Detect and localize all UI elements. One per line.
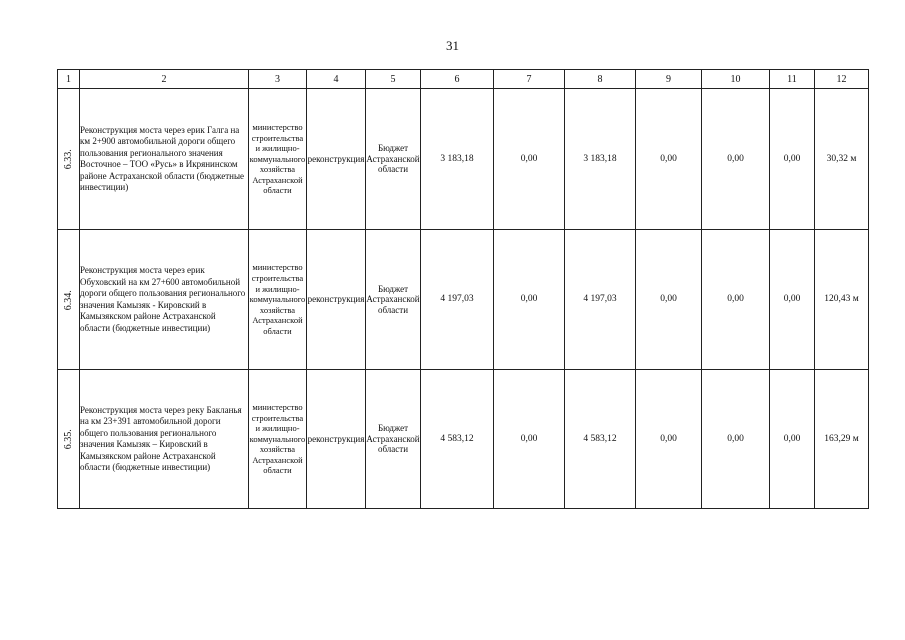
project-description: Реконструкция моста через ерик Обуховский на км 27+600 автомобильной дороги общего пользования регионального значения Камызяк - Кировский в Камызякском районе Астраханской области (бюджетные инвестиции) [80, 230, 249, 370]
col-header-7: 7 [494, 70, 565, 89]
value-col-6: 4 197,03 [421, 230, 494, 370]
value-col-10: 0,00 [702, 89, 770, 230]
row-number: 6.35. [58, 370, 80, 509]
col-header-2: 2 [80, 70, 249, 89]
header-row [58, 70, 869, 89]
responsible-organization: министерство строительства и жилищно-коммунального хозяйства Астраханской области [249, 230, 307, 370]
investment-table [57, 69, 869, 509]
bridge-length: 30,32 м [815, 89, 869, 230]
value-col-9: 0,00 [636, 89, 702, 230]
project-description: Реконструкция моста через ерик Галга на км 2+900 автомобильной дороги общего пользования регионального значения Восточное – ТОО «Русь» в Икрянинском районе Астраханской области (бюджетные инвестиции) [80, 89, 249, 230]
value-col-7: 0,00 [494, 89, 565, 230]
value-col-10: 0,00 [702, 230, 770, 370]
col-header-12: 12 [815, 70, 869, 89]
responsible-organization: министерство строительства и жилищно-коммунального хозяйства Астраханской области [249, 89, 307, 230]
responsible-organization: министерство строительства и жилищно-коммунального хозяйства Астраханской области [249, 370, 307, 509]
table-row [58, 230, 869, 370]
col-header-3: 3 [249, 70, 307, 89]
value-col-11: 0,00 [770, 370, 815, 509]
value-col-11: 0,00 [770, 89, 815, 230]
bridge-length: 163,29 м [815, 370, 869, 509]
project-description: Реконструкция моста через реку Бакланья на км 23+391 автомобильной дороги общего пользования регионального значения Камызяк – Кировский в Камызякском районе Астраханской области (бюджетные инвестиции) [80, 370, 249, 509]
col-header-1: 1 [58, 70, 80, 89]
funding-source: Бюджет Астраханской области [366, 89, 421, 230]
value-col-8: 4 197,03 [565, 230, 636, 370]
work-type: реконструкция [307, 89, 366, 230]
col-header-5: 5 [366, 70, 421, 89]
funding-source: Бюджет Астраханской области [366, 370, 421, 509]
work-type: реконструкция [307, 230, 366, 370]
table-row [58, 370, 869, 509]
col-header-8: 8 [565, 70, 636, 89]
work-type: реконструкция [307, 370, 366, 509]
page-number: 31 [446, 38, 459, 53]
value-col-8: 4 583,12 [565, 370, 636, 509]
bridge-length: 120,43 м [815, 230, 869, 370]
value-col-7: 0,00 [494, 230, 565, 370]
funding-source: Бюджет Астраханской области [366, 230, 421, 370]
col-header-6: 6 [421, 70, 494, 89]
value-col-6: 3 183,18 [421, 89, 494, 230]
value-col-7: 0,00 [494, 370, 565, 509]
col-header-10: 10 [702, 70, 770, 89]
row-number: 6.34. [58, 230, 80, 370]
col-header-11: 11 [770, 70, 815, 89]
table-row [58, 89, 869, 230]
value-col-11: 0,00 [770, 230, 815, 370]
value-col-9: 0,00 [636, 230, 702, 370]
value-col-8: 3 183,18 [565, 89, 636, 230]
value-col-10: 0,00 [702, 370, 770, 509]
col-header-4: 4 [307, 70, 366, 89]
value-col-9: 0,00 [636, 370, 702, 509]
col-header-9: 9 [636, 70, 702, 89]
row-number: 6.33. [58, 89, 80, 230]
value-col-6: 4 583,12 [421, 370, 494, 509]
